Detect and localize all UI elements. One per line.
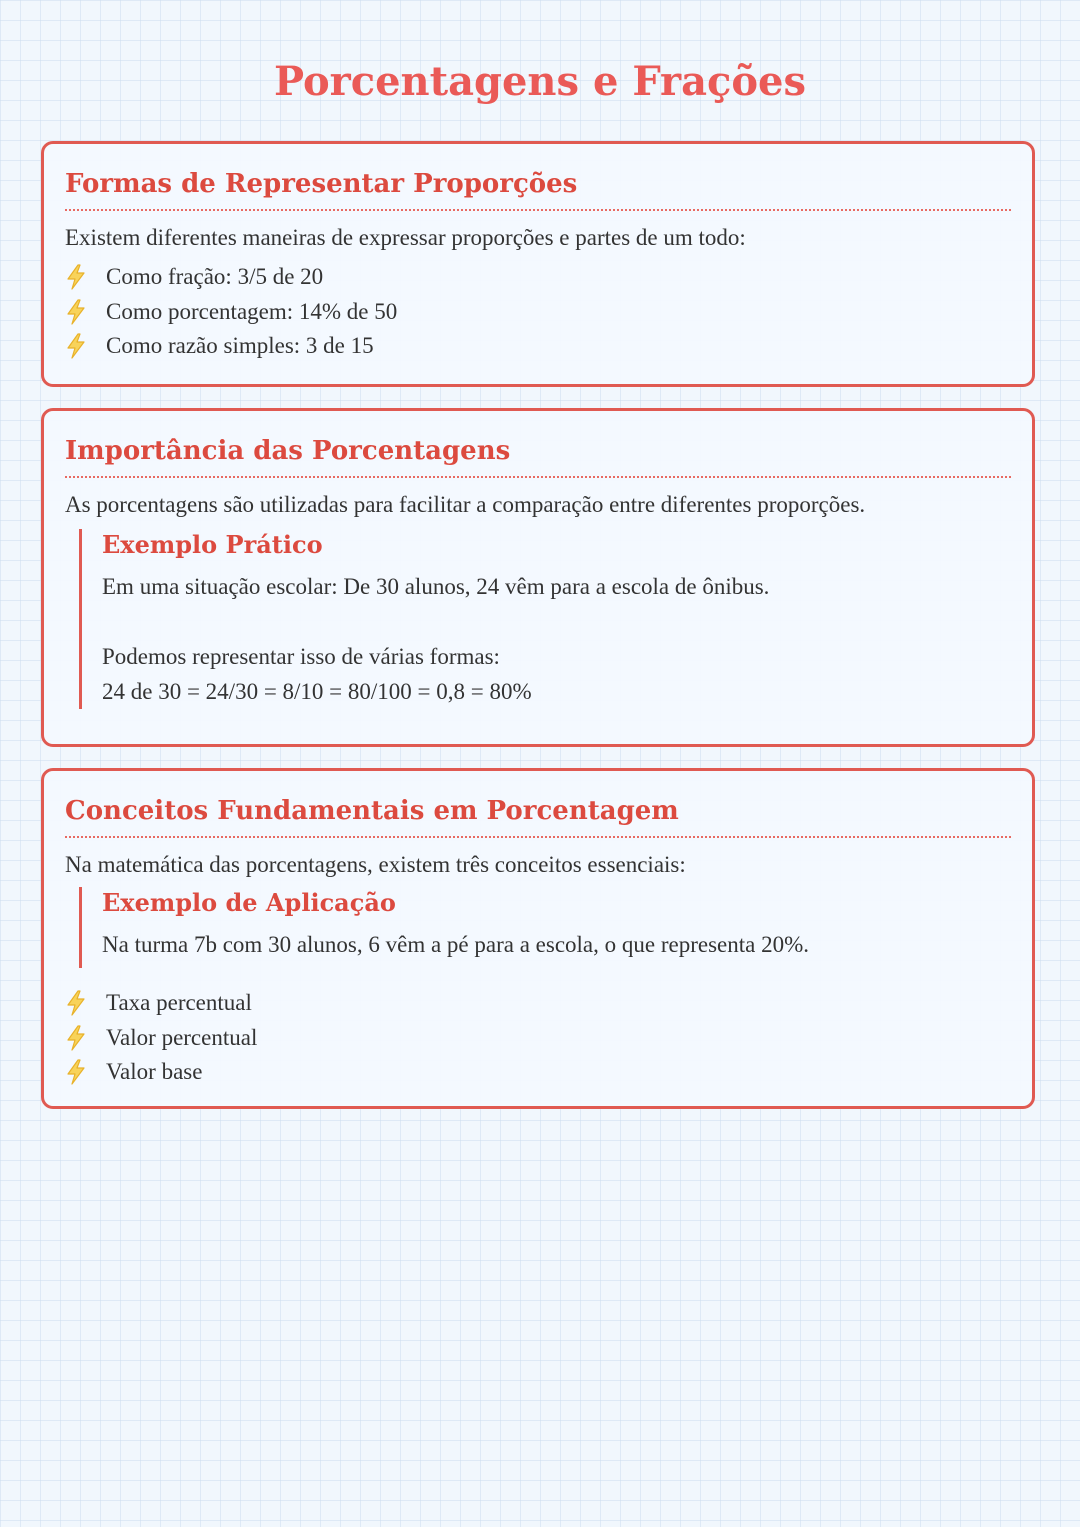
list-item bbox=[65, 986, 1011, 1021]
section-intro: Na matemática das porcentagens, existem três conceitos essenciais: bbox=[65, 852, 686, 877]
list-item-text: Como razão simples: 3 de 15 bbox=[106, 333, 374, 359]
list-item bbox=[65, 260, 1011, 295]
page-title: Porcentagens e Frações bbox=[273, 58, 807, 105]
example-title: Exemplo de Aplicação bbox=[102, 888, 396, 917]
lightning-bolt-icon bbox=[65, 1025, 87, 1051]
example-text: Podemos representar isso de várias formas: bbox=[102, 644, 500, 669]
example-text: Na turma 7b com 30 alunos, 6 vêm a pé para a escola, o que representa 20%. bbox=[102, 932, 809, 957]
lightning-bolt-icon bbox=[65, 1059, 87, 1085]
lightning-bolt-icon bbox=[65, 264, 87, 290]
example-block bbox=[79, 529, 1011, 709]
example-equation: 24 de 30 = 24/30 = 8/10 = 80/100 = 0,8 = 80% bbox=[102, 679, 532, 704]
list-item-text: Valor percentual bbox=[106, 1024, 258, 1050]
list-item-text: Taxa percentual bbox=[106, 990, 252, 1016]
list-item bbox=[65, 329, 1011, 364]
section-card-proportions bbox=[41, 141, 1035, 387]
section-heading: Formas de Representar Proporções bbox=[65, 164, 1011, 211]
list-item bbox=[65, 1021, 1011, 1056]
bullet-list bbox=[65, 260, 1011, 364]
list-item bbox=[65, 1055, 1011, 1090]
example-block bbox=[79, 887, 1011, 968]
bullet-list bbox=[65, 986, 1011, 1090]
lightning-bolt-icon bbox=[65, 299, 87, 325]
list-item-text: Como fração: 3/5 de 20 bbox=[106, 264, 324, 290]
example-title: Exemplo Prático bbox=[102, 530, 323, 559]
section-intro: Existem diferentes maneiras de expressar proporções e partes de um todo: bbox=[65, 225, 746, 250]
section-card-importance bbox=[41, 408, 1035, 747]
lightning-bolt-icon bbox=[65, 333, 87, 359]
list-item bbox=[65, 295, 1011, 330]
example-text: Em uma situação escolar: De 30 alunos, 24 vêm para a escola de ônibus. bbox=[102, 574, 770, 599]
lightning-bolt-icon bbox=[65, 990, 87, 1016]
section-intro: As porcentagens são utilizadas para facilitar a comparação entre diferentes proporções. bbox=[65, 492, 866, 517]
list-item-text: Valor base bbox=[106, 1059, 203, 1085]
list-item-text: Como porcentagem: 14% de 50 bbox=[106, 298, 398, 324]
section-heading: Conceitos Fundamentais em Porcentagem bbox=[65, 791, 1011, 838]
section-heading: Importância das Porcentagens bbox=[65, 431, 1011, 478]
section-card-concepts bbox=[41, 768, 1035, 1109]
